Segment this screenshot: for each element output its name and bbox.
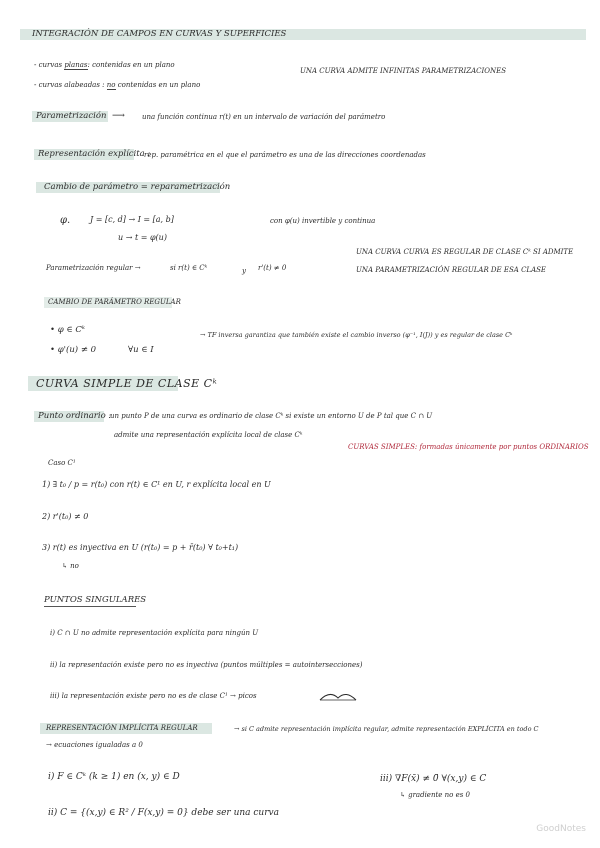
singular-case-3: iii) la representación existe pero no es de clase C¹ → picos [50, 692, 257, 700]
regular-change-forall: ∀u ∈ I [128, 345, 154, 355]
param-definition: una función continua r(t) en un intervalo de variación del parámetro [142, 113, 386, 121]
simple-curves-note: CURVAS SIMPLES: formadas únicamente por puntos ORDINARIOS [348, 443, 589, 451]
implicit-cond-3-note: ↳ gradiente no es 0 [400, 791, 471, 799]
ordinary-definition-2: admite una representación explícita local de clase Cᵏ [114, 431, 303, 439]
regular-change-bullet-2: • φ'(u) ≠ 0 [50, 345, 97, 355]
intro-side-note: UNA CURVA ADMITE INFINITAS PARAMETRIZACIONES [300, 67, 507, 75]
singular-case-1: i) C ∩ U no admite representación explícita para ningún U [50, 629, 259, 637]
explicit-label: Representación explícita : [38, 149, 151, 159]
condition-2: 2) r'(t₀) ≠ 0 [42, 512, 89, 521]
param-label: Parametrización [36, 111, 107, 121]
inverse-theorem-note: → TF inversa garantiza que también existe el cambio inverso (φ⁻¹, I(J)) y es regular de clase Cᵏ [200, 331, 513, 339]
implicit-note-2: → ecuaciones igualadas a 0 [46, 741, 143, 749]
intro-line-skew: - curvas alabeadas : no contenidas en un plano [34, 81, 201, 89]
regular-param-class: si r(t) ∈ Cᵏ [170, 264, 208, 272]
condition-3: 3) r(t) es inyectiva en U (r(t₀) = p + r̄(t₀) ∀ t₀+t₁) [42, 543, 239, 552]
change-map-intervals: J = [c, d] → I = [a, b] [90, 215, 174, 224]
singular-label: PUNTOS SINGULARES [44, 595, 147, 605]
ordinary-label: Punto ordinario : [38, 411, 112, 421]
regular-change-label: CAMBIO DE PARÁMETRO REGULAR [48, 298, 181, 306]
arrow-icon: ⟶ [112, 111, 125, 121]
regular-param-derivative: r'(t) ≠ 0 [258, 264, 287, 272]
page-title: INTEGRACIÓN DE CAMPOS EN CURVAS Y SUPERFICIES [32, 29, 287, 39]
change-label: Cambio de parámetro = reparametrización [44, 182, 231, 192]
implicit-note-1: → si C admite representación implícita regular, admite representación EXPLÍCITA en todo C [234, 725, 539, 733]
explicit-definition: rep. paramétrica en el que el parámetro es una de las direcciones coordenadas [144, 151, 426, 159]
cusp-icon [318, 688, 358, 702]
change-map-variables: u → t = φ(u) [118, 233, 167, 242]
condition-1: 1) ∃ t₀ / p = r(t₀) con r(t) ∈ C¹ en U, r explícita local en U [42, 480, 271, 489]
regular-change-bullet-1: • φ ∈ Cᵏ [50, 325, 85, 335]
simple-heading: CURVA SIMPLE DE CLASE Cᵏ [36, 377, 218, 390]
implicit-cond-1: i) F ∈ Cᵏ (k ≥ 1) en (x, y) ∈ D [48, 772, 180, 782]
case-c1-label: Caso C¹ [48, 459, 76, 467]
intro-line-planar: - curvas planas: contenidas en un plano [34, 61, 175, 69]
implicit-cond-2: ii) C = {(x,y) ∈ R² / F(x,y) = 0} debe ser una curva [48, 808, 279, 818]
implicit-cond-3: iii) ∇F(x̄) ≠ 0̄ ∀(x,y) ∈ C [380, 774, 487, 784]
ordinary-definition: un punto P de una curva es ordinario de clase Cᵏ si existe un entorno U de P tal que C ∩ U [110, 412, 433, 420]
watermark: GoodNotes [536, 824, 586, 834]
change-condition: con φ(u) invertible y continua [270, 217, 376, 225]
regular-param-and: y [242, 267, 246, 275]
implicit-label: REPRESENTACIÓN IMPLÍCITA REGULAR [46, 724, 198, 732]
condition-3-note: ↳ no [62, 562, 79, 570]
regular-curve-note-2: UNA PARAMETRIZACIÓN REGULAR DE ESA CLASE [356, 266, 547, 274]
regular-param-label: Parametrización regular → [46, 264, 141, 272]
singular-case-2: ii) la representación existe pero no es inyectiva (puntos múltiples = autointersecciones) [50, 661, 363, 669]
phi-symbol: φ. [60, 215, 71, 226]
regular-curve-note-1: UNA CURVA CURVA ES REGULAR DE CLASE Cᵏ SI ADMITE [356, 248, 574, 256]
singular-underline [44, 606, 136, 607]
